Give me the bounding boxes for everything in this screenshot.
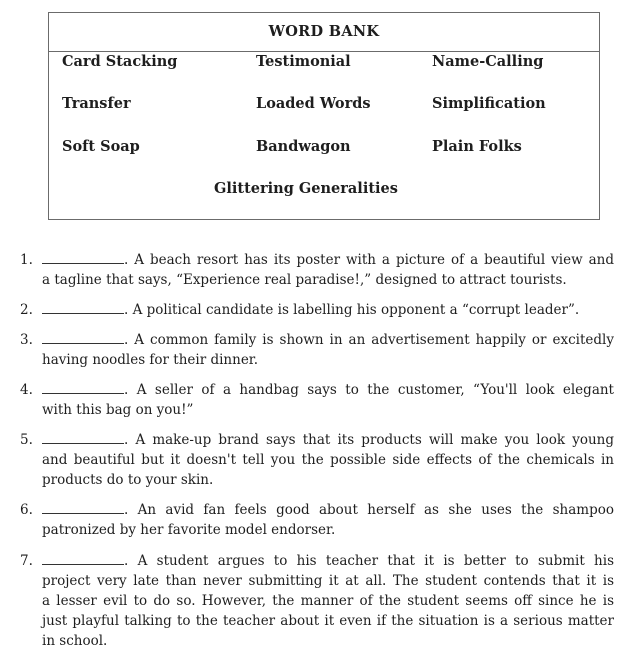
word-bank-term: Soft Soap bbox=[62, 138, 140, 155]
word-bank-term: Name-Calling bbox=[432, 53, 544, 70]
question-number: 3. bbox=[20, 332, 33, 348]
question-line: products do to your skin. bbox=[42, 472, 214, 488]
answer-blank[interactable] bbox=[42, 553, 124, 565]
answer-blank[interactable] bbox=[42, 382, 124, 394]
question-line: . A make-up brand says that its products will make you look young bbox=[42, 432, 614, 448]
word-bank-term: Bandwagon bbox=[256, 138, 351, 155]
question-line: . An avid fan feels good about herself as she uses the shampoo bbox=[42, 502, 614, 518]
question-line: just playful talking to the teacher about it even if the situation is a serious matter bbox=[42, 613, 614, 629]
word-bank-term: Loaded Words bbox=[256, 95, 371, 112]
question-line: . A student argues to his teacher that it is better to submit his bbox=[42, 553, 614, 569]
question-number: 7. bbox=[20, 553, 33, 569]
answer-blank[interactable] bbox=[42, 432, 124, 444]
question-line: project very late than never submitting it at all. The student contends that it is bbox=[42, 573, 614, 589]
question-line: a tagline that says, “Experience real paradise!,” designed to attract tourists. bbox=[42, 272, 567, 288]
word-bank-term: Testimonial bbox=[256, 53, 351, 70]
answer-blank[interactable] bbox=[42, 302, 124, 314]
answer-blank[interactable] bbox=[42, 252, 124, 264]
question-line: in school. bbox=[42, 633, 108, 649]
question-number: 5. bbox=[20, 432, 33, 448]
word-bank-term: Plain Folks bbox=[432, 138, 522, 155]
question-line: and beautiful but it doesn't tell you the possible side effects of the chemicals in bbox=[42, 452, 614, 468]
question-number: 1. bbox=[20, 252, 33, 268]
word-bank-term: Card Stacking bbox=[62, 53, 178, 70]
question-line: patronized by her favorite model endorser. bbox=[42, 522, 336, 538]
question-number: 2. bbox=[20, 302, 33, 318]
word-bank-title: WORD BANK bbox=[49, 13, 599, 52]
question-line: having noodles for their dinner. bbox=[42, 352, 259, 368]
question-line: a lesser evil to do so. However, the manner of the student seems off since he is bbox=[42, 593, 614, 609]
word-bank-term: Glittering Generalities bbox=[214, 180, 398, 197]
word-bank-term: Simplification bbox=[432, 95, 546, 112]
word-bank bbox=[48, 12, 600, 220]
answer-blank[interactable] bbox=[42, 502, 124, 514]
question-line: with this bag on you!” bbox=[42, 402, 194, 418]
question-number: 4. bbox=[20, 382, 33, 398]
question-number: 6. bbox=[20, 502, 33, 518]
question-line: . A political candidate is labelling his opponent a “corrupt leader”. bbox=[42, 302, 614, 318]
question-line: . A common family is shown in an advertisement happily or excitedly bbox=[42, 332, 614, 348]
question-line: . A beach resort has its poster with a picture of a beautiful view and bbox=[42, 252, 614, 268]
word-bank-term: Transfer bbox=[62, 95, 131, 112]
answer-blank[interactable] bbox=[42, 332, 124, 344]
question-line: . A seller of a handbag says to the customer, “You'll look elegant bbox=[42, 382, 614, 398]
